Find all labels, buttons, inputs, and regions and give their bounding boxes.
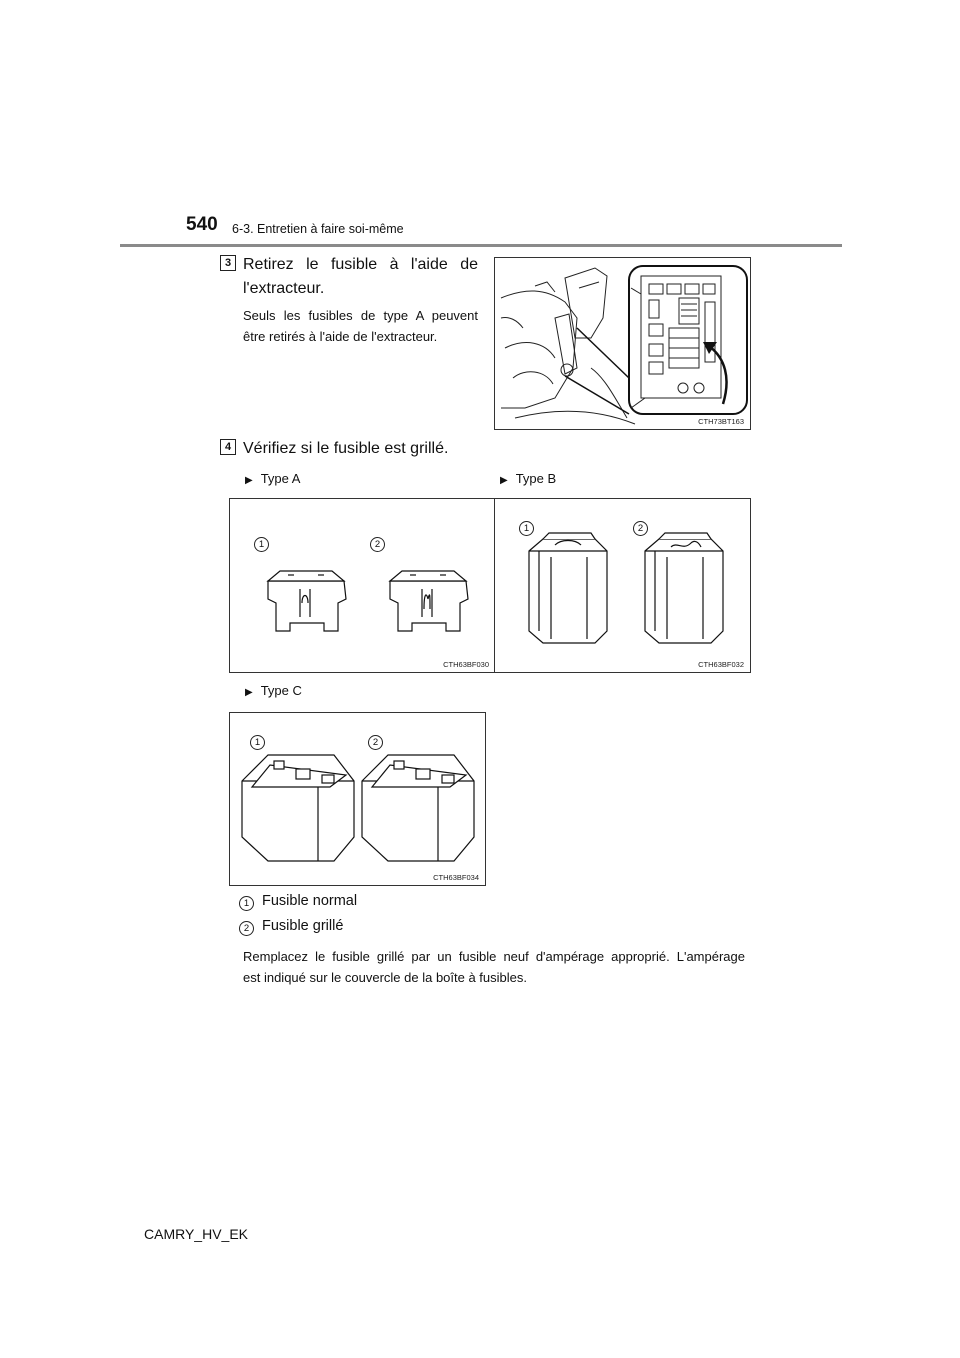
callout-1: 1 (519, 521, 534, 536)
figure-code: CTH63BF030 (443, 660, 489, 669)
type-b-label (500, 471, 556, 486)
callout-2: 2 (633, 521, 648, 536)
step-3-note-line1: Seuls les fusibles de type A peuvent (243, 308, 478, 323)
step-badge-4: 4 (220, 439, 236, 455)
callout-2: 2 (368, 735, 383, 750)
header-divider (120, 244, 842, 247)
type-c-figure (229, 712, 486, 886)
figure-code: CTH63BF032 (698, 660, 744, 669)
step-badge-3: 3 (220, 255, 236, 271)
engine-bay-figure (494, 257, 751, 430)
legend-label-blown: Fusible grillé (262, 918, 344, 934)
type-a-label (245, 471, 300, 486)
type-c-label (245, 683, 302, 698)
blade-fuse-illustration (230, 499, 497, 674)
legend-num-2: 2 (239, 921, 254, 936)
type-b-figure (494, 498, 751, 673)
step-3-text-line2: l'extracteur. (243, 280, 325, 297)
callout-1: 1 (250, 735, 265, 750)
section-title: 6-3. Entretien à faire soi-même (232, 222, 404, 236)
type-a-text: Type A (260, 471, 301, 486)
type-b-text: Type B (515, 471, 557, 486)
type-a-figure (229, 498, 496, 673)
figure-code: CTH73BT163 (698, 417, 744, 426)
figure-code: CTH63BF034 (433, 873, 479, 882)
footer-model-code: CAMRY_HV_EK (144, 1226, 249, 1242)
callout-1: 1 (254, 537, 269, 552)
triangle-right-icon: ▶ (500, 475, 508, 486)
triangle-right-icon: ▶ (245, 687, 253, 698)
step-4-text: Vérifiez si le fusible est grillé. (243, 440, 449, 457)
callout-2: 2 (370, 537, 385, 552)
replace-note-line1: Remplacez le fusible grillé par un fusible neuf d'ampérage approprié. L'ampérage (243, 949, 745, 964)
triangle-right-icon: ▶ (245, 475, 253, 486)
legend-num-1: 1 (239, 896, 254, 911)
bolt-fuse-illustration (230, 713, 487, 887)
step-3-note-line2: être retirés à l'aide de l'extracteur. (243, 329, 438, 344)
replace-note-line2: est indiqué sur le couvercle de la boîte à fusibles. (243, 970, 528, 985)
engine-bay-illustration (495, 258, 752, 431)
step-3-text-line1: Retirez le fusible à l'aide de (243, 256, 478, 273)
type-c-text: Type C (260, 683, 302, 698)
page-number: 540 (186, 214, 218, 235)
legend-label-normal: Fusible normal (262, 893, 358, 909)
